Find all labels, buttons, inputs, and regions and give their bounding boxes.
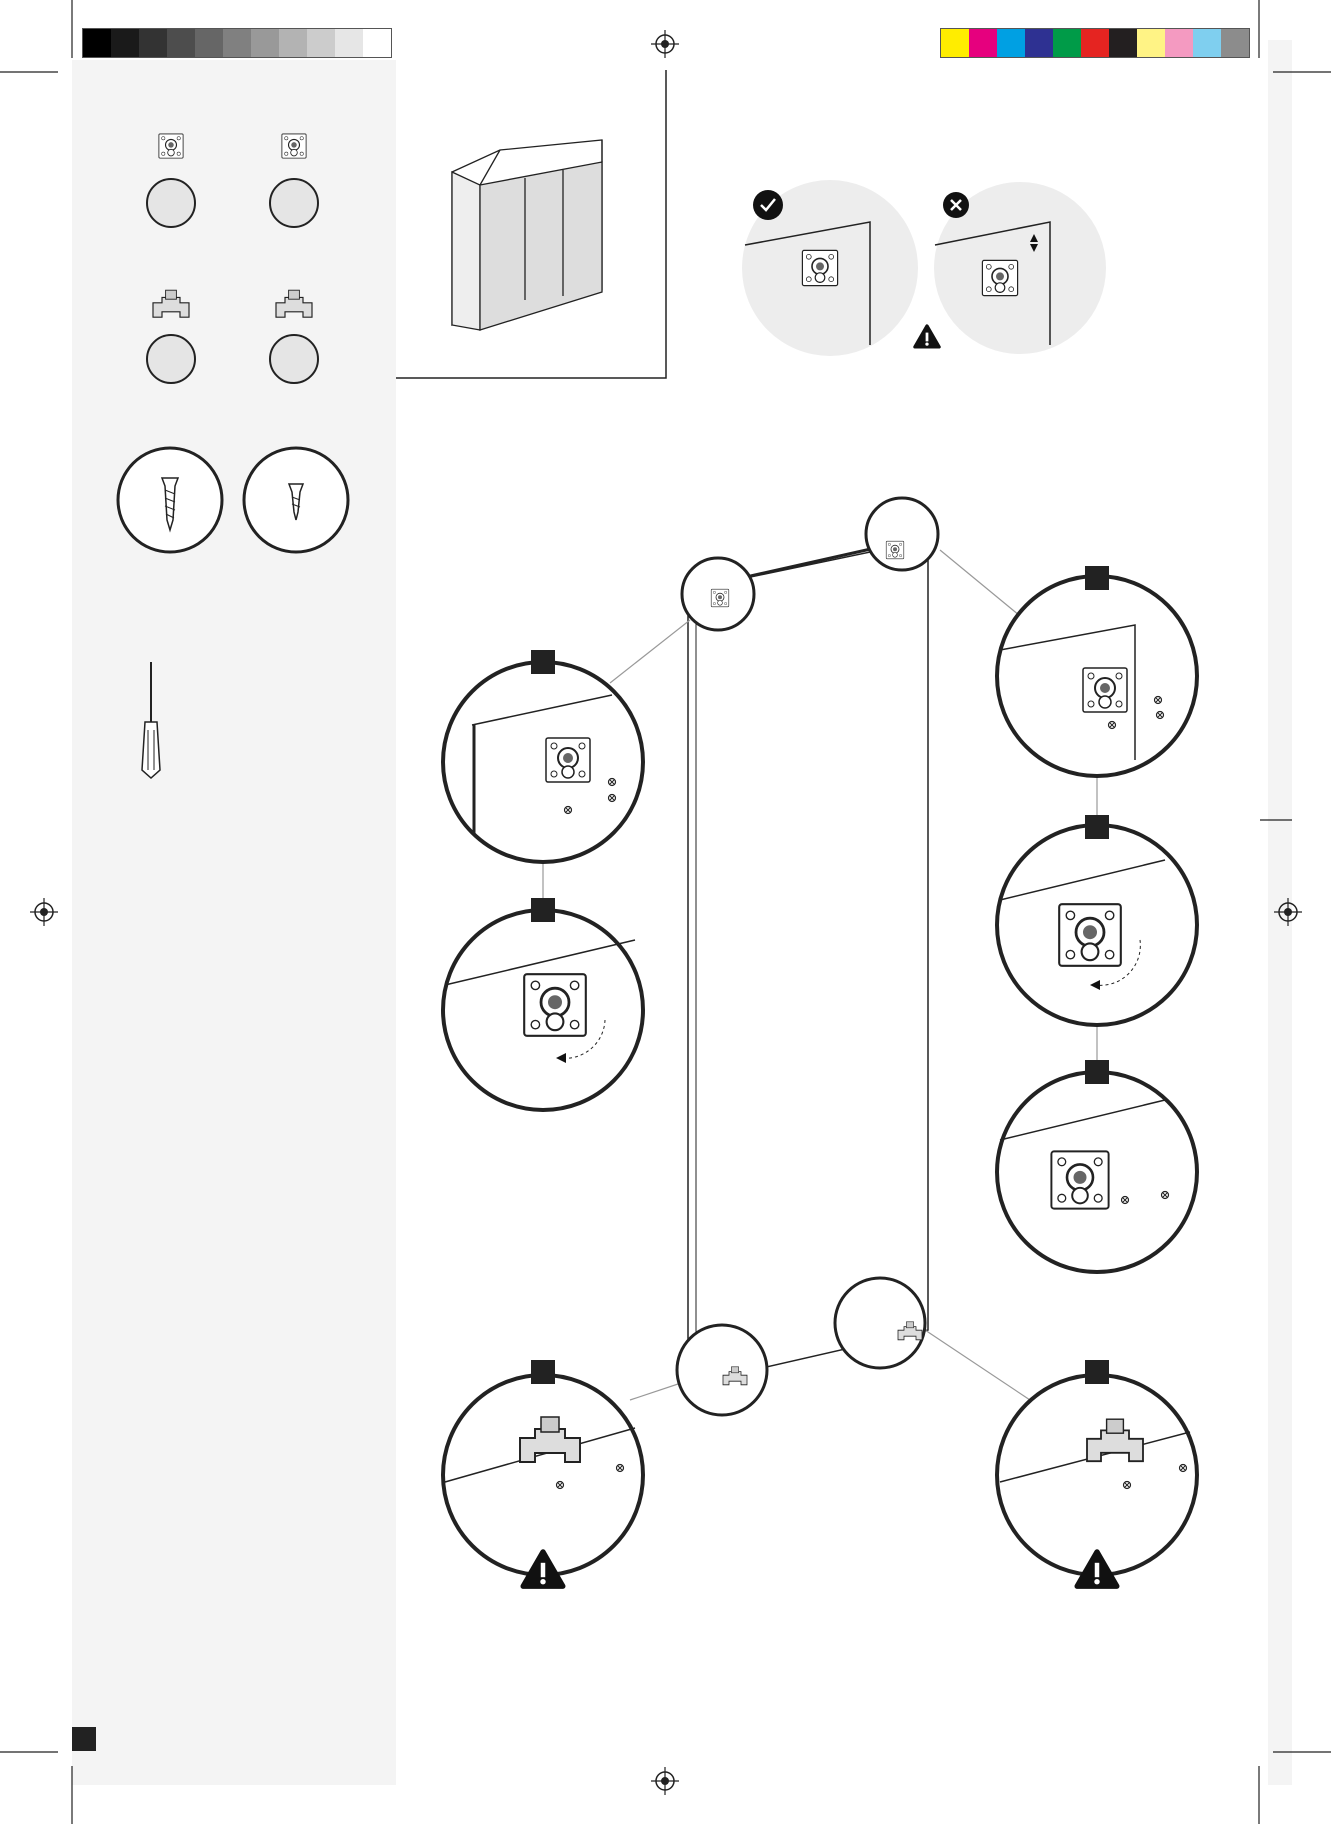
- detail-step-top-left-lock: [443, 898, 643, 1110]
- part-roller-plate-b: [270, 134, 318, 227]
- registration-mark-icon: [1274, 898, 1302, 926]
- warning-triangle-icon: [915, 326, 939, 347]
- part-screw-large: [118, 448, 222, 552]
- callout-top-right: [866, 498, 938, 570]
- part-screw-small: [244, 448, 348, 552]
- screwdriver-icon: [142, 662, 160, 778]
- registration-mark-icon: [651, 30, 679, 58]
- detail-step-top-right-screw: [997, 1060, 1197, 1272]
- callout-bottom-right: [835, 1278, 925, 1368]
- sliding-door-panel: [688, 538, 928, 1385]
- part-guide-bracket-a: [147, 290, 195, 383]
- detail-step-bottom-left-bracket: [443, 1360, 643, 1575]
- check-circle-icon: [753, 190, 783, 220]
- part-roller-plate-a: [147, 134, 195, 227]
- callout-top-left: [682, 558, 754, 630]
- part-guide-bracket-b: [270, 290, 318, 383]
- detail-step-bottom-right-bracket: [997, 1360, 1197, 1575]
- cross-circle-icon: [943, 192, 969, 218]
- callout-bottom-left: [677, 1325, 767, 1415]
- detail-step-top-right-lock: [997, 815, 1197, 1025]
- wardrobe-overview: [396, 70, 666, 378]
- registration-mark-icon: [30, 898, 58, 926]
- detail-step-top-right-mount: [997, 566, 1197, 776]
- detail-step-top-left-mount: [443, 650, 643, 862]
- registration-mark-icon: [651, 1767, 679, 1795]
